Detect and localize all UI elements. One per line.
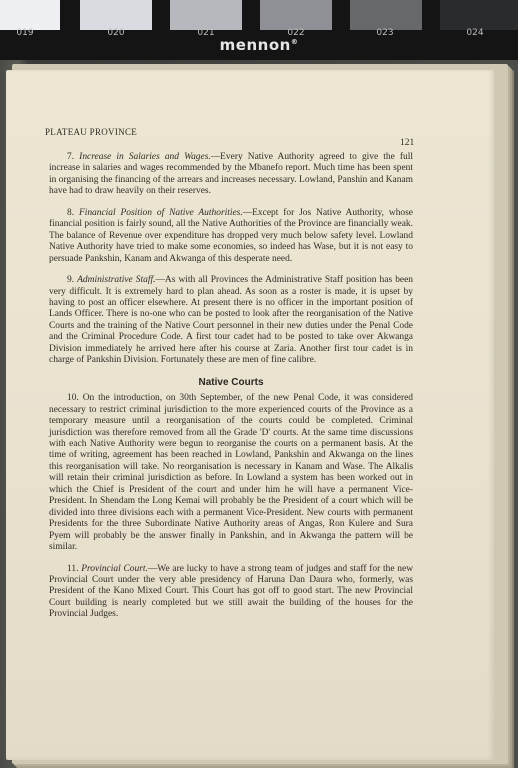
swatch-024 bbox=[440, 0, 518, 30]
swatch-number: 024 bbox=[466, 28, 484, 38]
swatch-022 bbox=[260, 0, 332, 30]
swatch-number: 022 bbox=[287, 28, 305, 38]
swatch-020 bbox=[80, 0, 152, 30]
swatch-number: 023 bbox=[376, 28, 394, 38]
page-number: 121 bbox=[400, 138, 415, 148]
swatch-number: 020 bbox=[107, 28, 125, 38]
swatch-019 bbox=[0, 0, 60, 30]
paragraph-11: 11. Provincial Court.—We are lucky to have a strong team of judges and staff for the new Provincial Court under the very able presidency of Haruna Dan Daura who, formerly, was President of the Kano Mixed Court. This Court has got off to good start. The new Provincial Court building is nearly completed but we still await the building of the houses for the Provincial Judges. bbox=[49, 563, 414, 620]
paragraph-8: 8. Financial Position of Native Authorities.—Except for Jos Native Authority, whose financial position is fairly sound, all the Native Authorities of the Province are financially weak. The balance of Revenue over expenditure has dropped very much below safety level. Lowland Native Authority have tried to make some economies, so indeed has Wase, but it is not easy to persuade Pankshin, Kanam and Akwanga of this desperate need. bbox=[49, 207, 413, 264]
swatch-021 bbox=[170, 0, 242, 30]
running-header: PLATEAU PROVINCE bbox=[45, 127, 138, 137]
paragraph-9: 9. Administrative Staff.—As with all Provinces the Administrative Staff position has been very difficult. It is extremely hard to plan ahead. As soon as a roster is made, it is upset by having to post an officer elsewhere. At present there is no officer in the important position of Lands Officer. There is no-one who can be posted to look after the reorganisation of the Native Courts and the training of the Native Court personnel in their new duties under the Penal Code and the Criminal Procedure Code. A first tour cadet had to be posted to take over Akwanga Division immediately he arrived here after his course at Zaria. Another first tour cadet is in charge of Pankshin Division. Fortunately these are men of fine calibre. bbox=[49, 275, 414, 366]
body-text bbox=[49, 152, 413, 631]
brand-logo: mennon® bbox=[219, 36, 299, 54]
paragraph-7: 7. Increase in Salaries and Wages.—Every Native Authority agreed to give the full increase in salaries and wages recommended by the Mbanefo report. Much time has been spent in organising the financing of the arrears and increases necessary. Lowland, Panshin and Kanam have had to draw heavily on their reserves. bbox=[49, 152, 413, 197]
swatch-number: 019 bbox=[16, 28, 34, 38]
swatch-number: 021 bbox=[197, 28, 215, 38]
swatch-023 bbox=[350, 0, 422, 30]
color-target-strip bbox=[0, 0, 518, 62]
paragraph-10: 10. On the introduction, on 30th September, of the new Penal Code, it was considered necessary to restrict criminal jurisdiction to the more experienced courts of the Province as a temporary measure until a reorganisation of the courts could be completed. Criminal jurisdiction was therefore removed from all the Grade 'D' courts. At the same time discussions with each Native Authority were begun to reorganise the courts on a permanent basis. At the time of writing, agreement has been reached in Lowland, Pankshin and Akwanga on the lines this reorganisation will take. No reorganisation is necessary in Kanam and Wase. The Alkalis will retain their criminal jurisdiction as before. In Lowland a system has been worked out in which the Chief is President of the court and under him he will have a permanent Vice-President. In Shendam the Long Kemai will probably be the President of a court which will be divided into three divisions each with a permanent Vice-President. New courts with permanent Presidents for the three Subordinate Native Authority areas of Angas, Ron Kulere and Sura Pyem will probably be the answer finally in Pankshin, and in Akwanga the pattern will be similar. bbox=[49, 393, 413, 553]
section-heading: Native Courts bbox=[198, 376, 264, 388]
